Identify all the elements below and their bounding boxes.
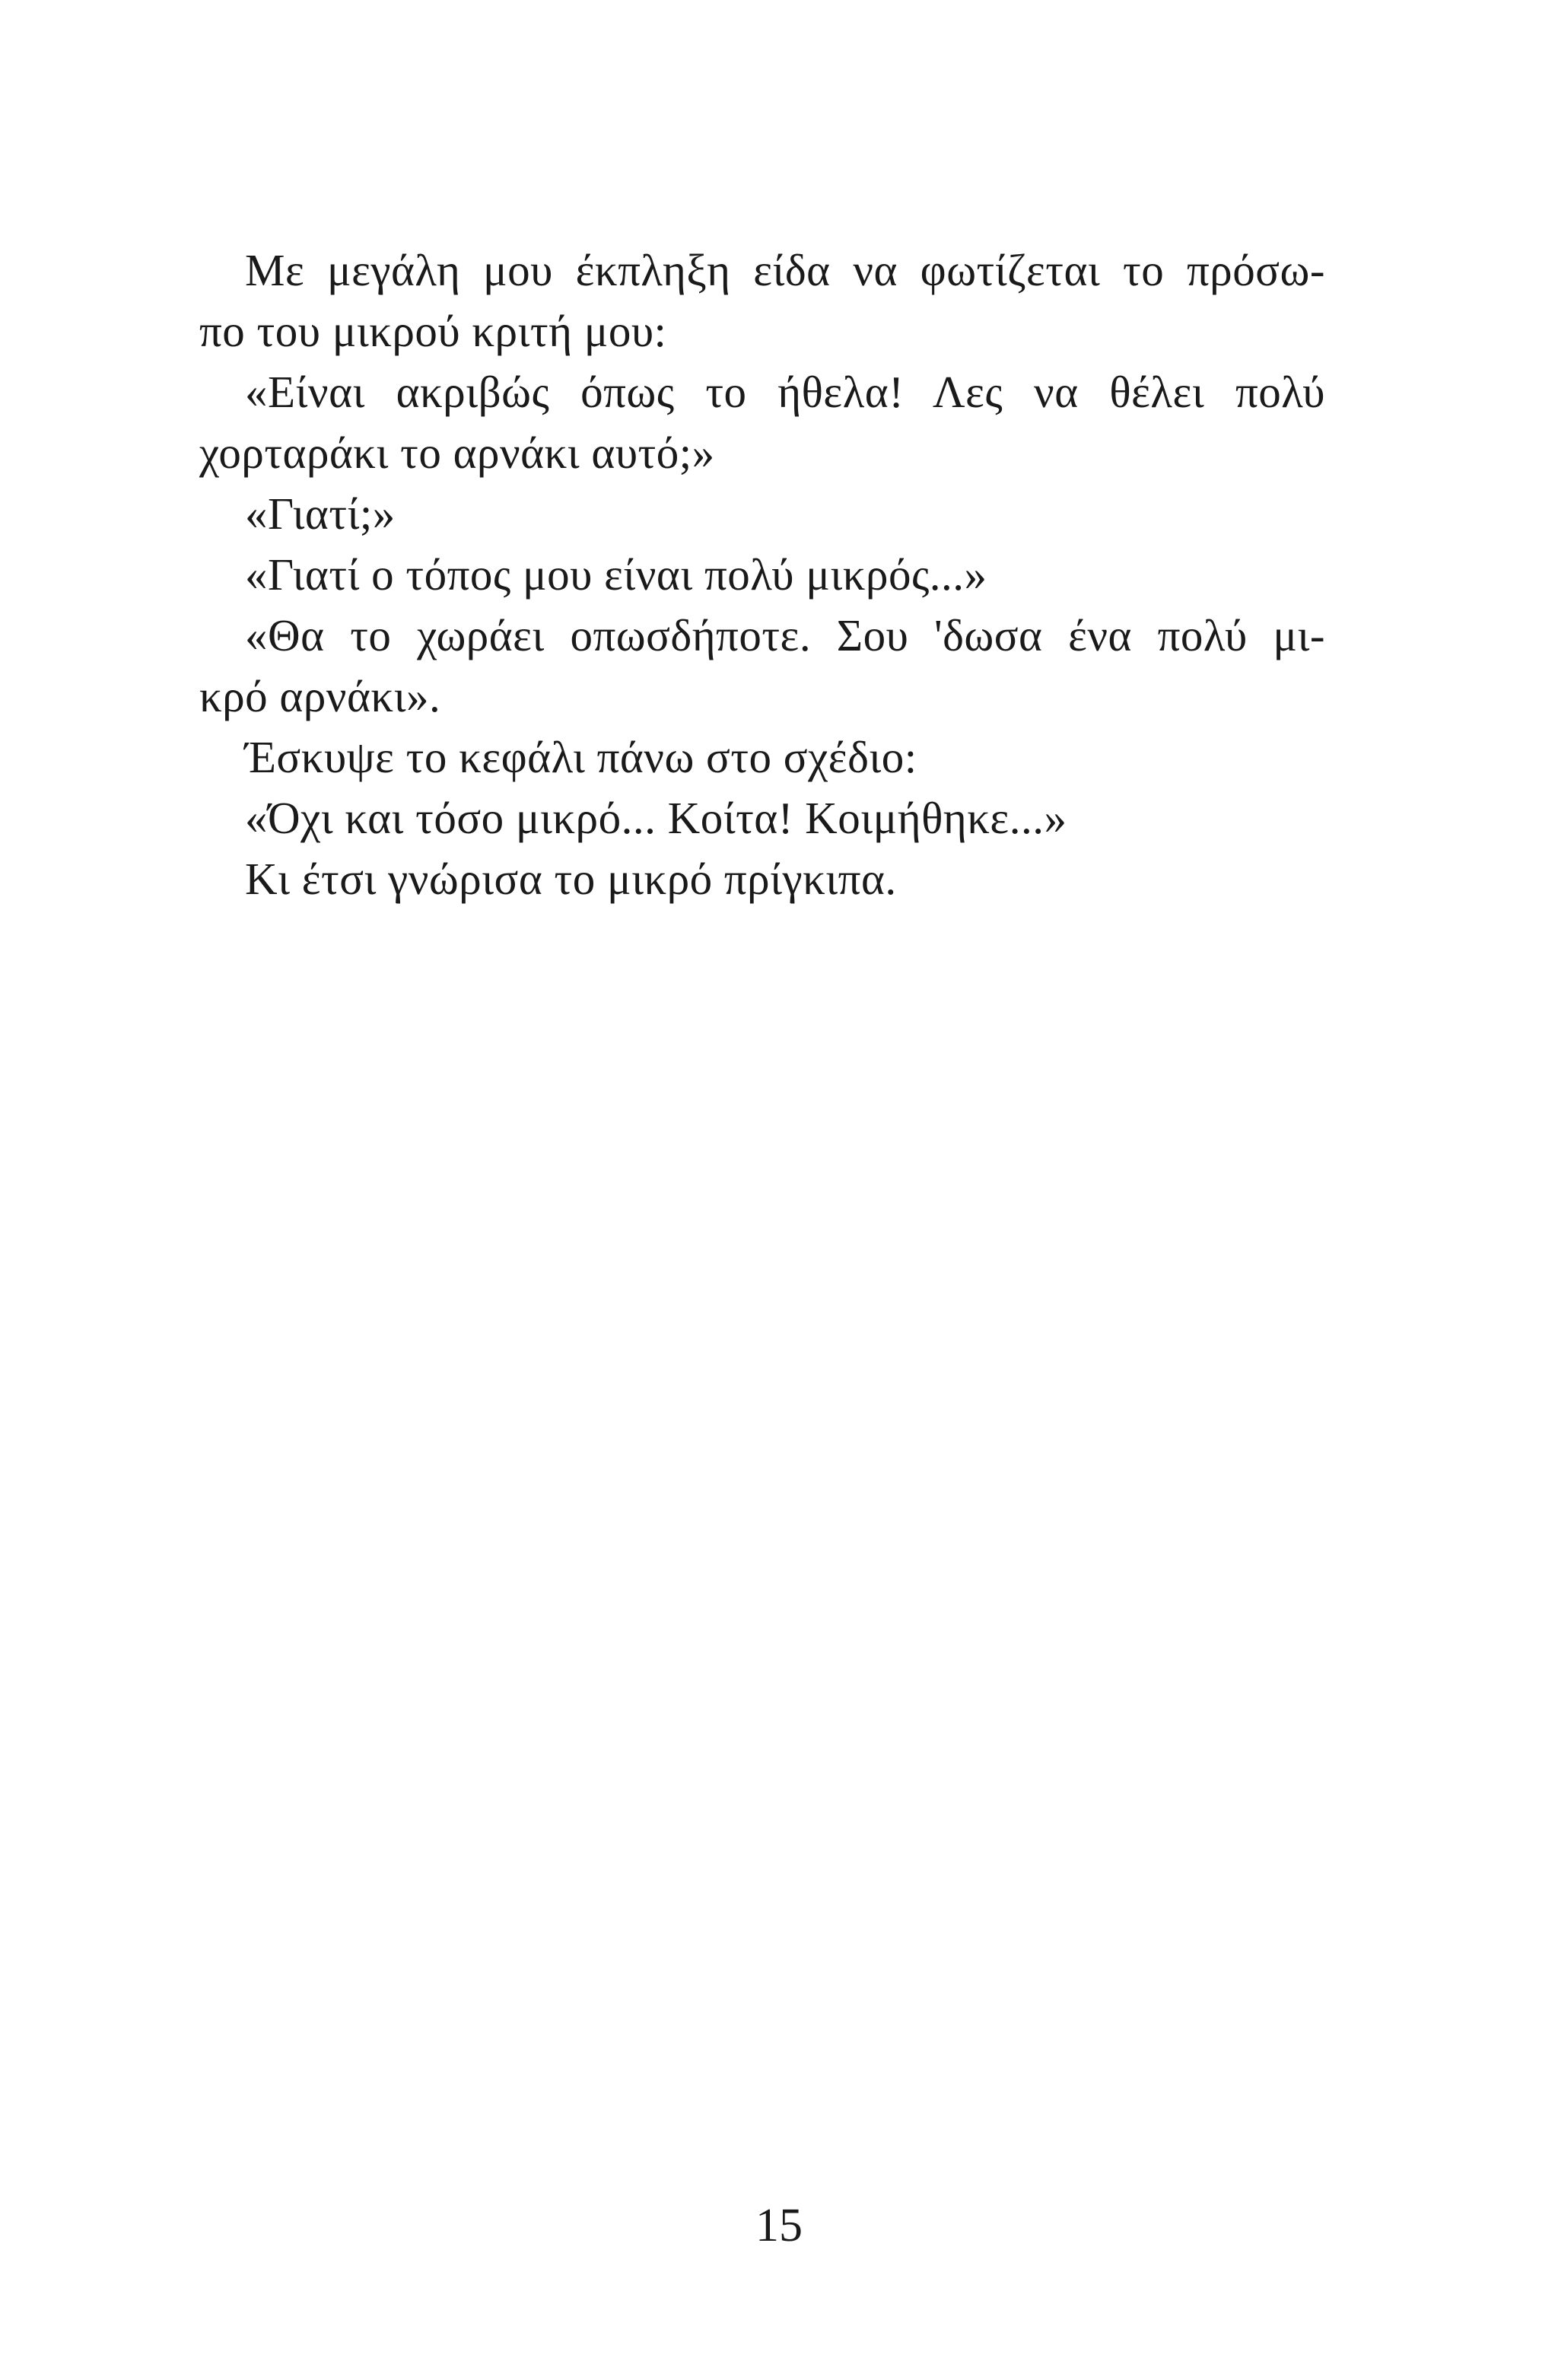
text-line: Με μεγάλη μου έκπληξη είδα να φωτίζεται το πρόσω- bbox=[245, 245, 1325, 295]
text-line: Κι έτσι γνώρισα το μικρό πρίγκιπα. bbox=[245, 854, 897, 904]
text-line: κρό αρνάκι». bbox=[199, 671, 441, 721]
text-line: «Γιατί ο τόπος μου είναι πολύ μικρός...» bbox=[245, 549, 987, 600]
text-line: «Γιατί;» bbox=[245, 488, 396, 539]
text-line: Έσκυψε το κεφάλι πάνω στο σχέδιο: bbox=[245, 732, 917, 782]
text-line: πο του μικρού κριτή μου: bbox=[199, 306, 667, 356]
text-line: χορταράκι το αρνάκι αυτό;» bbox=[199, 428, 715, 478]
text-line: «Όχι και τόσο μικρό... Κοίτα! Κοιμήθηκε...» bbox=[245, 793, 1067, 843]
text-line: «Είναι ακριβώς όπως το ήθελα! Λες να θέλει πολύ bbox=[245, 367, 1325, 417]
page-number: 15 bbox=[755, 2200, 803, 2251]
text-line: «Θα το χωράει οπωσδήποτε. Σου 'δωσα ένα πολύ μι- bbox=[245, 610, 1325, 660]
